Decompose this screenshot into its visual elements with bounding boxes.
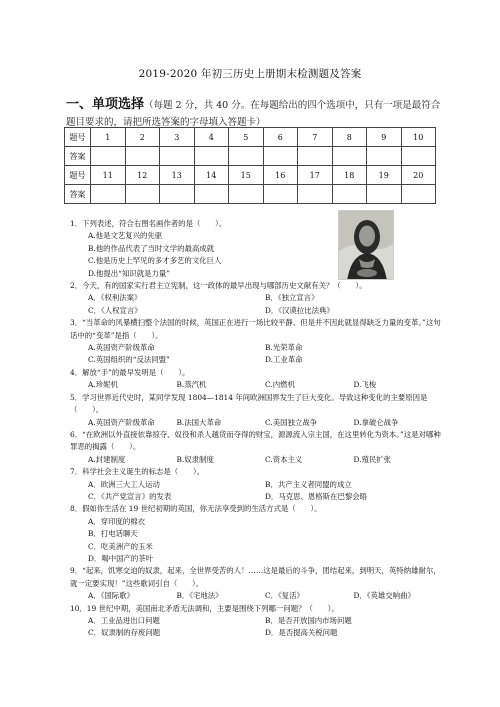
question-stem: 4．解放“手”的最早发明是（ ）。 xyxy=(70,367,190,377)
answer-option: C．吃美洲产的玉米 xyxy=(88,541,153,551)
answer-option: B.法国大革命 xyxy=(176,417,222,427)
answer-option: B．《宅地法》 xyxy=(176,591,223,601)
question-number-cell: 11 xyxy=(91,166,126,185)
answer-cell[interactable] xyxy=(263,185,298,204)
question-item xyxy=(70,603,442,640)
answer-option: C.内燃机 xyxy=(265,380,295,390)
answer-table-number-row xyxy=(65,166,436,185)
answer-option: C.美国独立战争 xyxy=(265,417,318,427)
question-number-cell: 3 xyxy=(160,128,195,147)
question-number-cell: 13 xyxy=(160,166,195,185)
question-number-cell: 14 xyxy=(194,166,229,185)
question-number-cell: 15 xyxy=(229,166,264,185)
question-item xyxy=(70,503,442,565)
question-item xyxy=(70,218,442,280)
answer-option: D.拿破仑战争 xyxy=(353,417,399,427)
question-stem: 6．“在欧洲以外直接依靠掠夺、奴役和杀人越货而夺得的财宝，源源流入宗主国，在这里转化为资本。”这是对哪种罪恶的揭露（ ）。 xyxy=(70,429,441,452)
option-row xyxy=(70,292,442,304)
answer-option: B.他的作品代表了当时文学的最高成就 xyxy=(88,243,215,253)
answer-option: D．是否提高关税问题 xyxy=(265,628,338,638)
question-number-cell: 9 xyxy=(367,128,402,147)
question-number-cell: 18 xyxy=(332,166,367,185)
option-row xyxy=(70,479,442,491)
answer-cell[interactable] xyxy=(160,185,195,204)
answer-option: B．共产主义者同盟的成立 xyxy=(265,479,352,489)
question-item xyxy=(70,317,442,367)
answer-option: A．穿印度的棉衣 xyxy=(88,516,146,526)
answer-cell[interactable] xyxy=(194,185,229,204)
question-stem: 3．“当革命的风暴横扫整个法国的时候，英国正在进行一场比较平静、但是并不因此就显得缺乏力量的变革。”这句话中的“变革”是指（ ）。 xyxy=(70,318,441,340)
question-number-cell: 10 xyxy=(401,128,436,147)
question-number-cell: 12 xyxy=(125,166,160,185)
answer-sheet-table xyxy=(64,127,436,204)
answer-option: D．喝中国产的茶叶 xyxy=(88,553,154,563)
question-number-cell: 19 xyxy=(367,166,402,185)
table-label-answer: 答案 xyxy=(65,185,91,204)
question-number-cell: 8 xyxy=(332,128,367,147)
answer-option: C．《共产党宣言》的发表 xyxy=(88,491,172,501)
question-stem: 1．下列表述，符合右图名画作者的是（ ）。 xyxy=(70,219,227,228)
question-number-cell: 17 xyxy=(298,166,333,185)
question-number-cell: 2 xyxy=(125,128,160,147)
question-stem: 9．“起来，饥寒交迫的奴隶，起来，全世界受苦的人！……这是最后的斗争，团结起来，到明天，英特纳雄耐尔，就一定要实现！”这些歌词引自（ ）。 xyxy=(70,566,441,588)
answer-option: D.殖民扩张 xyxy=(353,454,392,464)
option-row xyxy=(70,454,442,466)
answer-option: A．《权利法案》 xyxy=(88,293,142,303)
question-number-cell: 6 xyxy=(263,128,298,147)
answer-cell[interactable] xyxy=(91,185,126,204)
answer-option: C.他是历史上罕见的多才多艺的文化巨人 xyxy=(88,256,222,266)
answer-option: A．工业品进出口问题 xyxy=(88,616,160,625)
option-row xyxy=(70,627,442,639)
answer-option: D.工业革命 xyxy=(265,355,303,365)
answer-table-answer-row xyxy=(65,147,436,166)
section-title: 一、单项选择 xyxy=(66,97,145,112)
answer-cell[interactable] xyxy=(298,185,333,204)
question-stem: 8．假如你生活在 19 世纪初期的英国，你无法享受到的生活方式是（ ）。 xyxy=(70,504,322,514)
answer-cell[interactable] xyxy=(229,185,264,204)
answer-cell[interactable] xyxy=(125,185,160,204)
answer-option: D．《汉谟拉比法典》 xyxy=(265,305,334,315)
question-item xyxy=(70,429,442,466)
option-row xyxy=(70,590,442,602)
answer-option: B．打电话聊天 xyxy=(88,529,138,539)
section-instructions: （每题 2 分，共 40 分。在每题给出的四个选项中，只有一项是最符合题目要求的，请把所选答案的字母填入答题卡） xyxy=(66,100,441,128)
question-item xyxy=(70,280,442,317)
answer-option: C．奴隶制的存废问题 xyxy=(88,628,161,638)
answer-cell[interactable] xyxy=(298,147,333,166)
option-row xyxy=(70,305,442,317)
answer-option: C．《复活》 xyxy=(265,591,304,601)
answer-option: C.英国组织的“反法同盟” xyxy=(88,355,170,365)
option-row xyxy=(70,417,442,429)
answer-cell[interactable] xyxy=(229,147,264,166)
question-number-cell: 5 xyxy=(229,128,264,147)
question-stem: 5．学习世界近代史时，某同学发现 1804—1814 年间欧洲国界发生了巨大变化。导致这种变化的主要原因是（ ）。 xyxy=(70,392,428,415)
option-row xyxy=(70,354,442,366)
question-list xyxy=(70,218,442,640)
answer-option: A．欧洲三大工人运动 xyxy=(88,479,160,489)
answer-cell[interactable] xyxy=(367,147,402,166)
answer-cell[interactable] xyxy=(91,147,126,166)
option-row xyxy=(70,342,442,354)
answer-option: B.蒸汽机 xyxy=(176,380,207,390)
question-item xyxy=(70,466,442,503)
question-number-cell: 16 xyxy=(263,166,298,185)
question-item xyxy=(70,392,442,429)
answer-cell[interactable] xyxy=(401,185,436,204)
question-number-cell: 1 xyxy=(91,128,126,147)
option-row xyxy=(70,491,442,503)
option-row xyxy=(70,379,442,391)
answer-cell[interactable] xyxy=(401,147,436,166)
answer-option: A.英国资产阶级革命 xyxy=(88,343,155,353)
answer-option: A.封建制度 xyxy=(88,454,126,464)
question-stem: 10．19 世纪中期，美国南北矛盾无法调和，主要是围绕下列哪一问题？（ ）。 xyxy=(70,603,339,613)
question-number-cell: 20 xyxy=(401,166,436,185)
answer-option: B.光荣革命 xyxy=(265,343,303,353)
table-label-answer: 答案 xyxy=(65,147,91,166)
answer-cell[interactable] xyxy=(332,185,367,204)
answer-cell[interactable] xyxy=(125,147,160,166)
answer-option: D．《英雄交响曲》 xyxy=(353,591,415,601)
question-stem: 7．科学社会主义诞生的标志是（ ）。 xyxy=(70,467,205,477)
answer-option: D.飞梭 xyxy=(353,380,377,390)
answer-cell[interactable] xyxy=(367,185,402,204)
answer-option: B.奴隶制度 xyxy=(176,454,214,464)
answer-table-number-row xyxy=(65,128,436,147)
answer-option: A.珍妮机 xyxy=(88,380,118,390)
answer-option: D.他提出“知识就是力量” xyxy=(88,268,171,278)
section-heading xyxy=(66,96,446,131)
question-item xyxy=(70,367,442,392)
answer-cell[interactable] xyxy=(332,147,367,166)
question-number-cell: 7 xyxy=(298,128,333,147)
answer-cell[interactable] xyxy=(194,147,229,166)
answer-option: C.资本主义 xyxy=(265,454,303,464)
answer-table-answer-row xyxy=(65,185,436,204)
table-label-number: 题号 xyxy=(65,166,91,185)
answer-option: C．《人权宣言》 xyxy=(88,305,142,315)
answer-option: A．《国际歌》 xyxy=(88,591,134,601)
option-row xyxy=(70,615,442,627)
question-item xyxy=(70,565,442,602)
answer-option: B．是否开放国内市场问题 xyxy=(265,616,352,625)
question-stem: 2．今天，有的国家实行君主立宪制，这一政体的最早出现与哪部历史文献有关？（ ）。 xyxy=(70,281,367,291)
answer-cell[interactable] xyxy=(160,147,195,166)
answer-option: A.英国资产阶级革命 xyxy=(88,417,155,427)
question-number-cell: 4 xyxy=(194,128,229,147)
answer-option: D．马克思、恩格斯在巴黎会晤 xyxy=(265,491,368,501)
answer-option: B．《独立宣言》 xyxy=(265,293,319,303)
answer-cell[interactable] xyxy=(263,147,298,166)
answer-option: A.他是文艺复兴的先驱 xyxy=(88,231,163,241)
page-title: 2019-2020 年初三历史上册期末检测题及答案 xyxy=(138,68,362,80)
table-label-number: 题号 xyxy=(65,128,91,147)
